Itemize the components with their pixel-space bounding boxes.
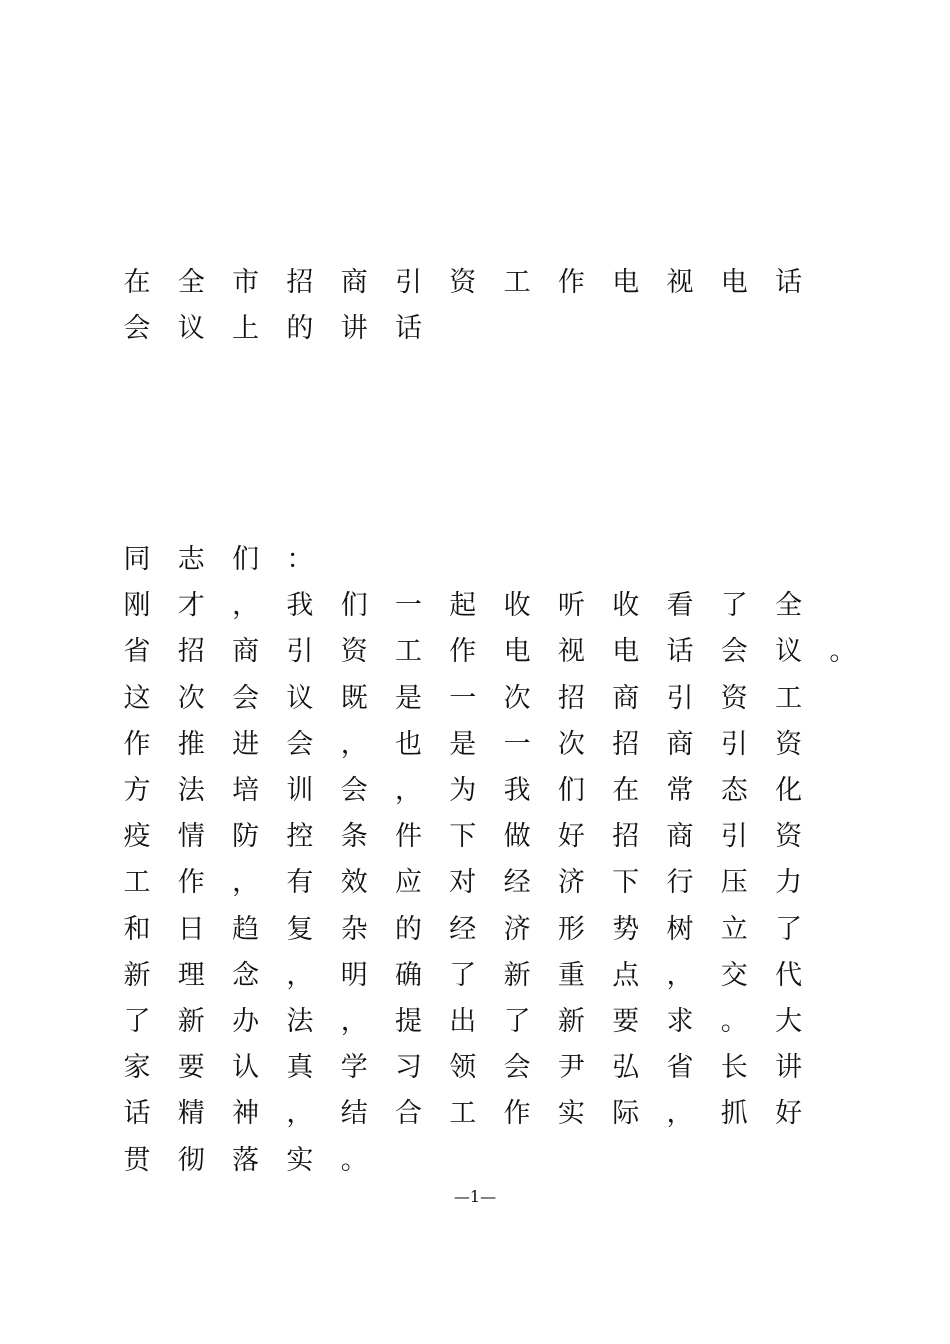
page-number: —1— [453, 1187, 497, 1206]
document-page: 在 全 市 招 商 引 资 工 作 电 视 电 话 会 议 上 的 讲 话 同 志 们 ： 刚 才 ， 我 们 一 起 收 听 收 看 了 全 省 招 商 引 资 工 作 电 视 电 话 会 议 。 这 次 会 议 既 是 一 次 招 商 引 资 工 作 推 进 会 ， 也 是 一 次 招 商 引 资 方 法 培 训 会 ， 为 我 们 在 常 态 化 疫 情 防 控 条 件 下 做 好 招 商 引 资 工 作 ， 有 效 应 对 经 济 下 行 压 力 和 日 趋 复 杂 的 经 济 形 势 树 立 了 新 理 念 ， 明 确 了 新 重 点 ， 交 代 了 新 办 法 ， 提 出 了 新 要 求 。 大 家 要 认 真 学 习 领 会 尹 弘 省 长 讲 话 精 神 ， 结 合 工 作 实 际 ， 抓 好 贯 彻 落 实 。 —1— [0, 0, 950, 1344]
